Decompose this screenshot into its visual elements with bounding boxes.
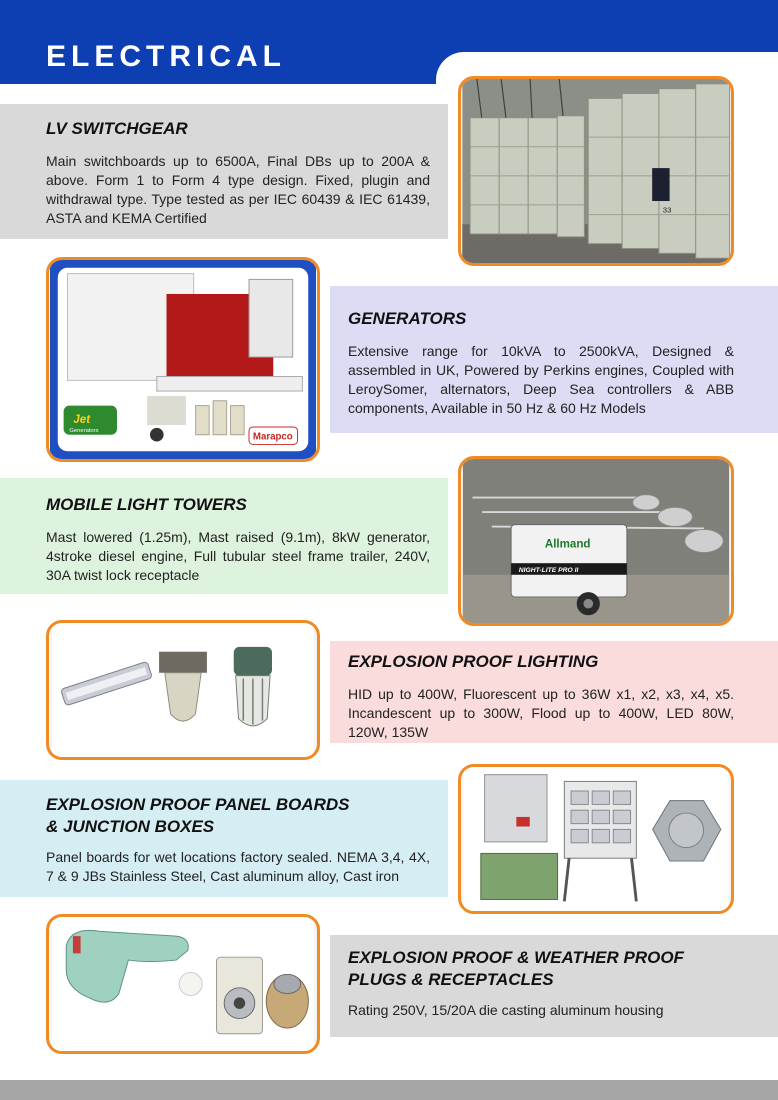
section-body: HID up to 400W, Fluorescent up to 36W x1, x2, x3, x4, x5. Incandescent up to 300W, Flood up to 400W, LED 80W, 120W, 135W	[348, 686, 734, 740]
section-mobile-light-towers	[0, 478, 448, 594]
lighting-fixtures-illustration	[49, 623, 317, 757]
switchgear-label: 33	[662, 205, 672, 215]
section-title: EXPLOSION PROOF LIGHTING	[348, 652, 599, 671]
switchgear-photo	[458, 76, 734, 266]
section-body: Panel boards for wet locations factory sealed. NEMA 3,4, 4X, 7 & 9 JBs Stainless Steel, Cast aluminum alloy, Cast iron	[46, 849, 430, 884]
generator-brand-left: Jet	[73, 413, 91, 427]
panel-boards-illustration	[461, 767, 731, 911]
section-title-line-2: & JUNCTION BOXES	[46, 817, 215, 836]
panel-boards-photo	[458, 764, 734, 914]
plugs-receptacles-photo	[46, 914, 320, 1054]
section-title-line-1: EXPLOSION PROOF & WEATHER PROOF	[348, 948, 684, 967]
explosion-proof-lighting-photo	[46, 620, 320, 760]
footer-bar	[0, 1080, 778, 1100]
generator-illustration	[49, 260, 317, 459]
section-title-line-1: EXPLOSION PROOF PANEL BOARDS	[46, 795, 350, 814]
switchgear-illustration	[461, 79, 731, 263]
light-tower-illustration	[461, 459, 731, 623]
generator-photo	[46, 257, 320, 462]
section-explosion-proof-lighting	[330, 641, 778, 743]
generator-brand-left-sub: Generators	[69, 427, 99, 434]
light-tower-photo	[458, 456, 734, 626]
section-title: LV SWITCHGEAR	[46, 119, 188, 138]
section-plugs-receptacles	[330, 935, 778, 1037]
light-tower-brand: Allmand	[544, 538, 591, 551]
section-lv-switchgear	[0, 104, 448, 239]
section-generators	[330, 286, 778, 433]
generator-brand-right: Marapco	[252, 431, 293, 443]
plugs-receptacles-illustration	[49, 917, 317, 1051]
section-body: Rating 250V, 15/20A die casting aluminum housing	[348, 1002, 664, 1018]
light-tower-model: NIGHT-LITE PRO II	[518, 566, 579, 574]
section-panel-boards	[0, 780, 448, 897]
page-title: ELECTRICAL	[46, 40, 286, 73]
section-body: Main switchboards up to 6500A, Final DBs up to 200A & above. Form 1 to Form 4 type design. Fixed, plugin and withdrawal type. Type tested as per IEC 60439 & IEC 61439, ASTA and KEMA Certified	[46, 153, 430, 226]
section-body: Mast lowered (1.25m), Mast raised (9.1m), 8kW generator, 4stroke diesel engine, Full tubular steel frame trailer, 240V, 30A twist lock receptacle	[46, 529, 430, 583]
section-title: GENERATORS	[348, 309, 467, 328]
section-body: Extensive range for 10kVA to 2500kVA, Designed & assembled in UK, Powered by Perkins engines, Coupled with LeroySomer, alternators, Deep Sea controllers & ABB components, Available in 50 Hz & 60 Hz Models	[348, 343, 734, 416]
section-title: MOBILE LIGHT TOWERS	[46, 495, 247, 514]
section-title-line-2: PLUGS & RECEPTACLES	[348, 970, 554, 989]
